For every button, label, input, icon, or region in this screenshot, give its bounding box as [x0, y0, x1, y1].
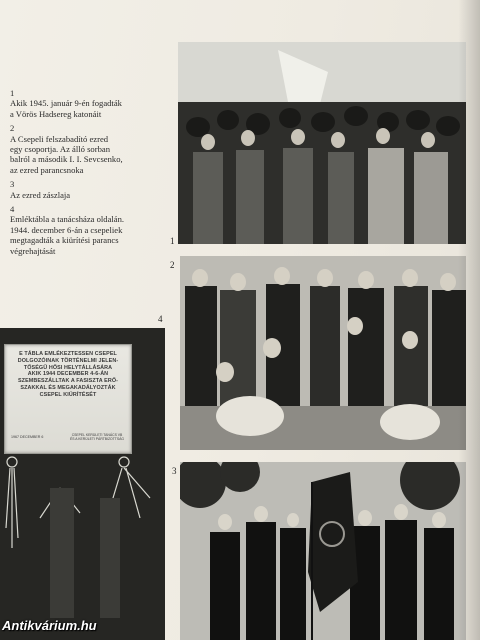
caption-number: 2 [10, 123, 15, 134]
photo-regiment-group [180, 256, 466, 450]
caption-line: egy csoportja. Az álló sorban [10, 144, 110, 155]
photo-number-4: 4 [158, 314, 163, 324]
photo-number-3: 3 [172, 466, 177, 476]
group-image [180, 256, 466, 450]
plaque-line: SZEMBESZÁLLTAK A FASISZTA ERŐ- [17, 378, 119, 385]
plaque-issuer: CSEPEL KERÜLETI TANÁCS VB ÉS A KERÜLETI PÁRTBIZOTTSÁG [69, 433, 124, 441]
caption-1 [10, 88, 178, 119]
plaque-line: SZAKKAL ÉS MEGAKADÁLYOZTÁK [20, 384, 116, 391]
photo-regiment-flag [180, 462, 466, 640]
plaque-line: E TÁBLA EMLÉKEZTESSEN CSEPEL [19, 351, 117, 357]
watermark-logo: Antikvárium.hu [2, 618, 97, 633]
photo-number-1: 1 [170, 236, 175, 246]
photo-number-2: 2 [170, 260, 175, 270]
photo-crowd [178, 42, 466, 244]
caption-number: 3 [10, 179, 15, 190]
flag-image [180, 462, 466, 640]
caption-line: megtagadták a kiürítési parancs [10, 235, 119, 246]
plaque-line: AKIK 1944 DECEMBER 4-6-ÁN [27, 371, 109, 378]
caption-4 [10, 204, 178, 256]
caption-line: végrehajtását [10, 245, 56, 256]
caption-2 [10, 123, 178, 175]
caption-line: Akik 1945. január 9-én fogadták [10, 98, 122, 109]
photo-captions [10, 88, 178, 260]
caption-line: Az ezred zászlaja [10, 189, 71, 200]
caption-line: A Csepeli felszabadító ezred [10, 133, 109, 144]
plaque-line: TŐSÉGŰ HŐSI HELYTÁLLÁSÁRA [23, 364, 113, 371]
caption-line: az ezred parancsnoka [10, 164, 84, 175]
caption-number: 1 [10, 88, 15, 98]
caption-3 [10, 179, 178, 200]
plaque-line: DOLGOZÓINAK TÖRTÉNELMI JELEN- [17, 357, 119, 364]
caption-number: 4 [10, 204, 15, 215]
binding-shadow [458, 0, 480, 640]
memorial-plaque [4, 344, 132, 454]
plaque-line: CSEPEL KIÜRÍTÉSÉT [39, 391, 97, 398]
crowd-image [178, 42, 466, 244]
caption-line: balról a második I. I. Sevcsenko, [10, 154, 123, 165]
plaque-date: 1967 DECEMBER 6 [11, 435, 44, 439]
caption-line: 1944. december 6-án a csepeliek [10, 224, 123, 235]
caption-line: Emléktábla a tanácsháza oldalán. [10, 214, 125, 225]
caption-line: a Vörös Hadsereg katonáit [10, 108, 102, 119]
plaque-inscription [9, 351, 127, 399]
